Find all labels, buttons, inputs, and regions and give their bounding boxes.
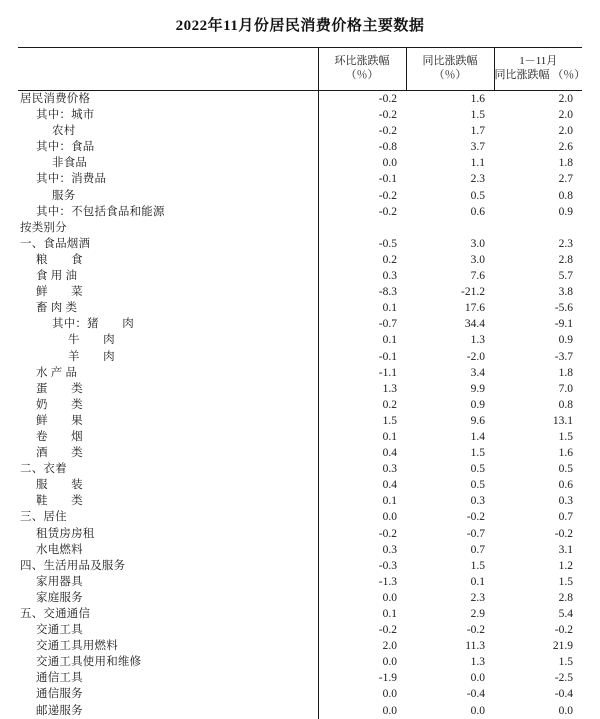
row-value-ytd: 2.0 — [558, 109, 573, 122]
table-row — [18, 139, 582, 155]
table-row — [18, 365, 582, 381]
row-value-mom: -0.8 — [318, 139, 406, 155]
row-value-ytd: 1.5 — [558, 656, 573, 669]
row-value-yoy: 0.0 — [470, 704, 485, 717]
row-value-ytd: 21.9 — [552, 640, 573, 653]
row-value-ytd: -2.5 — [554, 672, 573, 685]
row-label: 二、衣着 — [20, 463, 67, 476]
row-value-mom: -0.5 — [318, 236, 406, 252]
row-label: 鲜 菜 — [36, 286, 83, 299]
row-value-mom: -0.1 — [318, 171, 406, 187]
table-row — [18, 526, 582, 542]
row-value-yoy: 9.6 — [470, 414, 485, 427]
row-label: 鞋 类 — [36, 495, 83, 508]
row-label: 交通工具使用和维修 — [36, 656, 142, 669]
row-value-yoy: 1.4 — [470, 430, 485, 443]
table-row — [18, 123, 582, 139]
row-label: 奶 类 — [36, 398, 83, 411]
row-value-yoy: 0.5 — [470, 463, 485, 476]
table-row — [18, 429, 582, 445]
row-value-yoy: 0.1 — [470, 575, 485, 588]
row-label: 租赁房房租 — [36, 527, 95, 540]
row-value-ytd: 0.9 — [558, 205, 573, 218]
row-value-yoy: 0.0 — [470, 672, 485, 685]
row-label: 服务 — [52, 189, 76, 202]
row-value-ytd: 3.1 — [558, 543, 573, 556]
row-value-ytd: 1.8 — [558, 366, 573, 379]
table-row — [18, 155, 582, 171]
row-value-mom: 0.1 — [318, 332, 406, 348]
table-row — [18, 606, 582, 622]
table-row — [18, 204, 582, 220]
row-value-mom: 0.3 — [318, 268, 406, 284]
row-value-ytd: -3.7 — [554, 350, 573, 363]
row-value-yoy: 0.5 — [470, 189, 485, 202]
row-value-mom: 0.4 — [318, 445, 406, 461]
row-value-ytd: 13.1 — [552, 414, 573, 427]
column-header-yoy: 同比涨跌幅 （％） — [406, 48, 494, 91]
row-value-ytd: 2.0 — [558, 125, 573, 138]
row-label: 其中：消费品 — [36, 173, 107, 186]
row-value-ytd: -0.2 — [554, 624, 573, 637]
row-value-ytd: 0.6 — [558, 479, 573, 492]
row-value-mom: -0.2 — [318, 107, 406, 123]
row-value-ytd: -0.2 — [554, 527, 573, 540]
row-value-mom: -8.3 — [318, 284, 406, 300]
row-label: 四、生活用品及服务 — [20, 559, 126, 572]
row-label: 粮 食 — [36, 253, 83, 266]
row-value-yoy: 0.7 — [470, 543, 485, 556]
row-value-ytd: 1.5 — [558, 430, 573, 443]
row-label: 羊 肉 — [68, 350, 115, 363]
row-value-mom: -1.9 — [318, 670, 406, 686]
row-value-mom: 0.2 — [318, 252, 406, 268]
row-value-yoy — [406, 220, 494, 236]
table-row — [18, 252, 582, 268]
row-value-mom: 0.0 — [318, 654, 406, 670]
row-value-ytd: 2.6 — [558, 141, 573, 154]
row-label: 水 产 品 — [36, 366, 78, 379]
row-label: 服 装 — [36, 479, 83, 492]
column-header-ytd: 1－11月 同比涨跌幅 （％） — [494, 48, 582, 91]
row-value-mom: 0.2 — [318, 397, 406, 413]
table-row — [18, 300, 582, 316]
row-value-yoy: 2.9 — [470, 608, 485, 620]
row-value-mom: 0.0 — [318, 509, 406, 525]
row-value-yoy: 0.9 — [470, 398, 485, 411]
row-value-mom: -0.1 — [318, 349, 406, 365]
row-value-ytd: -0.4 — [554, 688, 573, 701]
row-value-mom: 0.0 — [318, 590, 406, 606]
row-value-yoy: 1.5 — [470, 109, 485, 122]
table-row — [18, 188, 582, 204]
row-value-yoy: -21.2 — [461, 286, 485, 299]
row-value-mom: 0.1 — [318, 493, 406, 509]
row-label: 其中：猪 肉 — [52, 318, 134, 331]
table-row — [18, 670, 582, 686]
row-value-yoy: 1.6 — [470, 93, 485, 105]
cpi-table — [18, 47, 586, 719]
row-value-yoy: 17.6 — [464, 302, 485, 315]
row-value-mom: 0.0 — [318, 155, 406, 171]
table-row — [18, 493, 582, 509]
row-value-yoy: 34.4 — [464, 318, 485, 331]
row-value-yoy: 1.3 — [470, 656, 485, 669]
row-value-yoy: 2.3 — [470, 591, 485, 604]
row-value-ytd: 2.7 — [558, 173, 573, 186]
row-value-yoy: -0.2 — [466, 624, 485, 637]
row-value-mom: -0.2 — [318, 204, 406, 220]
row-label: 非食品 — [52, 157, 88, 170]
row-value-ytd: 7.0 — [558, 382, 573, 395]
table-body — [18, 91, 582, 719]
column-header-label — [18, 48, 318, 91]
row-label: 卷 烟 — [36, 430, 83, 443]
row-label: 三、居住 — [20, 511, 67, 524]
row-value-ytd: 0.9 — [558, 334, 573, 347]
row-value-mom: 0.1 — [318, 429, 406, 445]
row-value-yoy: 3.0 — [470, 253, 485, 266]
row-value-mom: 0.0 — [318, 703, 406, 719]
table-row — [18, 220, 582, 236]
row-value-mom: 0.0 — [318, 686, 406, 702]
row-value-ytd: 0.3 — [558, 495, 573, 508]
row-label: 邮递服务 — [36, 704, 83, 717]
row-value-yoy: -2.0 — [466, 350, 485, 363]
row-value-mom: 1.3 — [318, 381, 406, 397]
row-value-mom: 0.4 — [318, 477, 406, 493]
row-value-mom: 1.5 — [318, 413, 406, 429]
row-label: 交通工具用燃料 — [36, 640, 118, 653]
row-label: 鲜 果 — [36, 414, 83, 427]
row-value-yoy: 9.9 — [470, 382, 485, 395]
table-row — [18, 654, 582, 670]
row-label: 水电燃料 — [36, 543, 83, 556]
row-value-ytd: 0.8 — [558, 189, 573, 202]
row-value-ytd: 0.7 — [558, 511, 573, 524]
row-label: 其中：食品 — [36, 141, 95, 154]
table-row — [18, 268, 582, 284]
table-row — [18, 558, 582, 574]
row-value-mom: -0.2 — [318, 91, 406, 108]
row-value-yoy: 3.4 — [470, 366, 485, 379]
row-value-ytd: 1.5 — [558, 575, 573, 588]
row-value-mom — [318, 220, 406, 236]
row-value-mom: -0.2 — [318, 123, 406, 139]
row-value-ytd: 5.7 — [558, 270, 573, 283]
table-row — [18, 284, 582, 300]
table-row — [18, 236, 582, 252]
table-row — [18, 622, 582, 638]
row-value-yoy: 2.3 — [470, 173, 485, 186]
row-value-ytd: 5.4 — [558, 608, 573, 620]
row-value-yoy: 0.5 — [470, 479, 485, 492]
table-row — [18, 542, 582, 558]
row-value-mom: -1.1 — [318, 365, 406, 381]
table-row — [18, 461, 582, 477]
page-title: 2022年11月份居民消费价格主要数据 — [175, 18, 425, 34]
table-row — [18, 477, 582, 493]
row-label: 家庭服务 — [36, 591, 83, 604]
row-value-ytd: 1.8 — [558, 157, 573, 170]
table-header — [18, 48, 586, 91]
table-row — [18, 445, 582, 461]
table-row — [18, 590, 582, 606]
row-value-ytd: 0.5 — [558, 463, 573, 476]
table-row — [18, 574, 582, 590]
table-row — [18, 703, 582, 719]
row-label: 通信工具 — [36, 672, 83, 685]
row-value-yoy: 1.7 — [470, 125, 485, 138]
row-label: 一、食品烟酒 — [20, 237, 91, 250]
row-value-yoy: 1.5 — [470, 447, 485, 460]
row-label: 农村 — [52, 125, 76, 138]
row-value-mom: -0.3 — [318, 558, 406, 574]
table-row — [18, 638, 582, 654]
row-label: 畜 肉 类 — [36, 302, 78, 315]
table-row — [18, 413, 582, 429]
row-value-ytd: 3.8 — [558, 286, 573, 299]
table-row — [18, 686, 582, 702]
row-label: 其中：城市 — [36, 109, 95, 122]
row-value-yoy: 3.0 — [470, 237, 485, 250]
row-label: 食 用 油 — [36, 270, 78, 283]
row-label: 按类别分 — [20, 221, 67, 234]
row-value-ytd: 2.8 — [558, 253, 573, 266]
table-row — [18, 107, 582, 123]
row-value-mom: -0.2 — [318, 622, 406, 638]
column-header-mom: 环比涨跌幅 （％） — [318, 48, 406, 91]
row-label: 家用器具 — [36, 575, 83, 588]
table-row — [18, 349, 582, 365]
row-value-yoy: 3.7 — [470, 141, 485, 154]
row-value-ytd: -9.1 — [554, 318, 573, 331]
row-value-mom: -1.3 — [318, 574, 406, 590]
table-row — [18, 332, 582, 348]
row-value-ytd: 0.0 — [558, 704, 573, 717]
row-value-mom: 0.3 — [318, 461, 406, 477]
row-value-mom: 0.1 — [318, 606, 406, 622]
row-label: 通信服务 — [36, 688, 83, 701]
row-value-yoy: 11.3 — [465, 640, 485, 653]
row-value-mom: -0.2 — [318, 188, 406, 204]
row-value-ytd: 0.8 — [558, 398, 573, 411]
row-value-ytd: 1.2 — [558, 559, 573, 572]
row-value-mom: -0.7 — [318, 316, 406, 332]
row-label: 交通工具 — [36, 624, 83, 637]
table-row — [18, 171, 582, 187]
row-value-yoy: 0.3 — [470, 495, 485, 508]
table-row — [18, 91, 582, 108]
row-value-mom: 0.1 — [318, 300, 406, 316]
row-value-yoy: -0.4 — [466, 688, 485, 701]
row-value-yoy: -0.7 — [466, 527, 485, 540]
table-row — [18, 381, 582, 397]
row-label: 居民消费价格 — [20, 93, 91, 105]
row-value-mom: 0.3 — [318, 542, 406, 558]
row-value-yoy: 1.3 — [470, 334, 485, 347]
table-row — [18, 316, 582, 332]
row-value-yoy: -0.2 — [466, 511, 485, 524]
row-value-ytd: 2.0 — [558, 93, 573, 105]
row-value-mom: -0.2 — [318, 526, 406, 542]
row-value-yoy: 0.6 — [470, 205, 485, 218]
row-label: 牛 肉 — [68, 334, 115, 347]
row-label: 其中：不包括食品和能源 — [36, 205, 165, 218]
row-value-ytd: 2.3 — [558, 237, 573, 250]
row-value-yoy: 7.6 — [470, 270, 485, 283]
row-label: 五、交通通信 — [20, 608, 91, 620]
row-value-yoy: 1.1 — [470, 157, 485, 170]
row-value-ytd: 1.6 — [558, 447, 573, 460]
table-row — [18, 509, 582, 525]
row-value-yoy: 1.5 — [470, 559, 485, 572]
row-value-mom: 2.0 — [318, 638, 406, 654]
table-row — [18, 397, 582, 413]
row-value-ytd: -5.6 — [554, 302, 573, 315]
row-label: 酒 类 — [36, 447, 83, 460]
row-value-ytd — [494, 220, 582, 236]
row-label: 蛋 类 — [36, 382, 83, 395]
row-value-ytd: 2.8 — [558, 591, 573, 604]
